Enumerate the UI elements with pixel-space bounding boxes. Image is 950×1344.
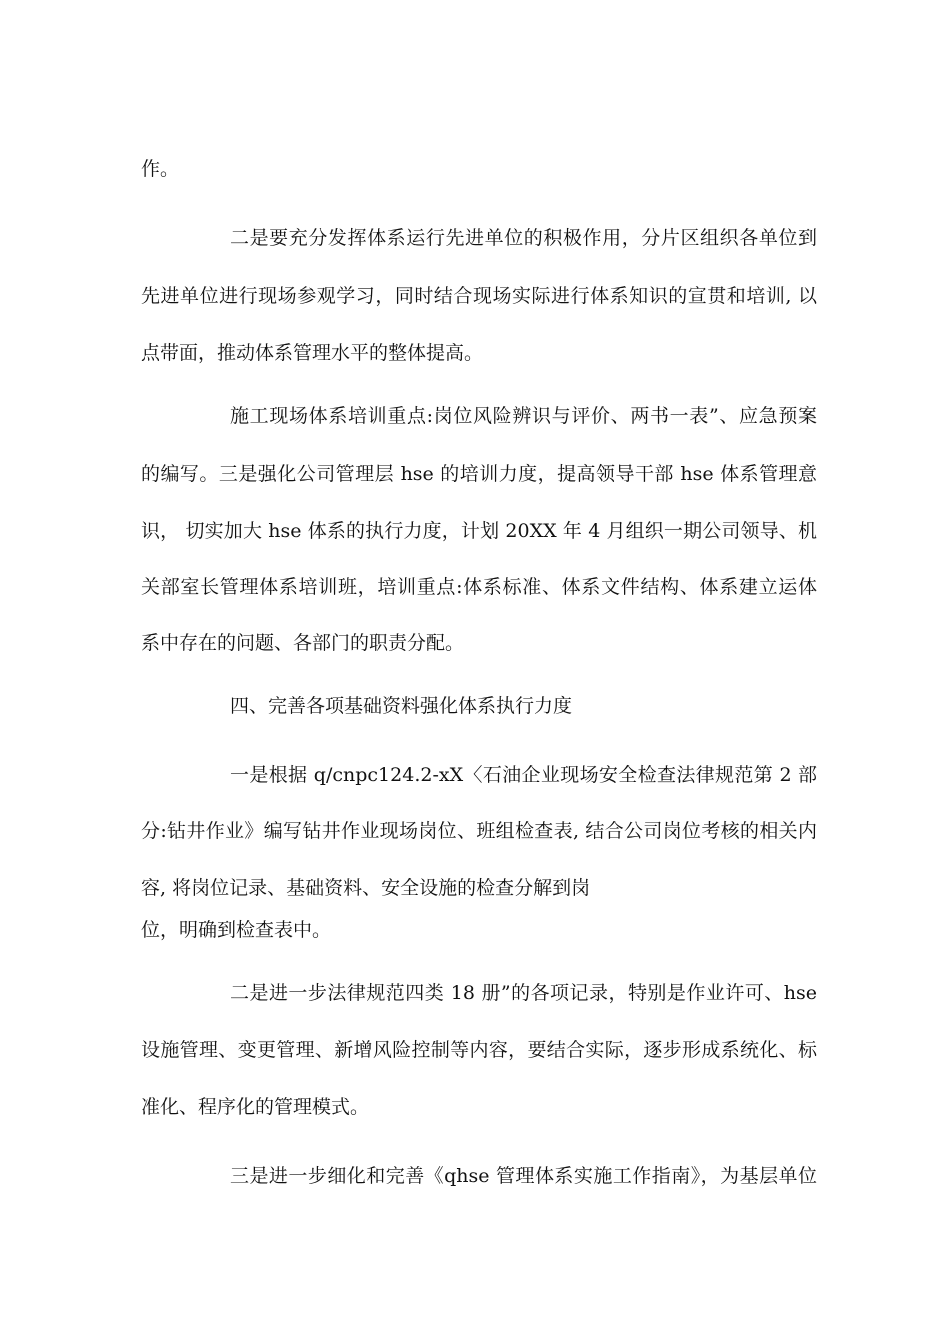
text-line: 点带面，推动体系管理水平的整体提高。 (141, 342, 484, 364)
text-line: 识， 切实加大 hse 体系的执行力度，计划 20XX 年 4 月组织一期公司领导、机 (141, 520, 817, 542)
text-line: 关部室长管理体系培训班，培训重点:体系标准、体系文件结构、体系建立运体 (141, 576, 817, 598)
text-line: 容, 将岗位记录、基础资料、安全设施的检查分解到岗 (141, 877, 591, 899)
text-line: 位，明确到检查表中。 (141, 919, 332, 941)
text-line: 先进单位进行现场参观学习，同时结合现场实际进行体系知识的宣贯和培训, 以 (141, 285, 817, 307)
paragraph-first-line: 二是进一步法律规范四类 18 册”的各项记录，特别是作业许可、hse (230, 982, 817, 1004)
text-line: 的编写。三是强化公司管理层 hse 的培训力度，提高领导干部 hse 体系管理意 (141, 463, 817, 485)
paragraph-first-line: 一是根据 q/cnpc124.2-xX〈石油企业现场安全检查法律规范第 2 部 (230, 764, 817, 786)
text-line: 作。 (141, 158, 180, 180)
paragraph-first-line: 二是要充分发挥体系运行先进单位的积极作用，分片区组织各单位到 (230, 227, 817, 249)
section-heading: 四、完善各项基础资料强化体系执行力度 (230, 695, 573, 717)
paragraph-first-line: 施工现场体系培训重点:岗位风险辨识与评价、两书一表”、应急预案 (230, 405, 817, 427)
paragraph-first-line: 三是进一步细化和完善《qhse 管理体系实施工作指南》，为基层单位 (230, 1165, 817, 1187)
text-line: 系中存在的问题、各部门的职责分配。 (141, 632, 465, 654)
text-line: 分:钻井作业》编写钻井作业现场岗位、班组检查表, 结合公司岗位考核的相关内 (141, 820, 817, 842)
text-line: 设施管理、变更管理、新增风险控制等内容，要结合实际，逐步形成系统化、标 (141, 1039, 817, 1061)
text-line: 准化、程序化的管理模式。 (141, 1096, 370, 1118)
